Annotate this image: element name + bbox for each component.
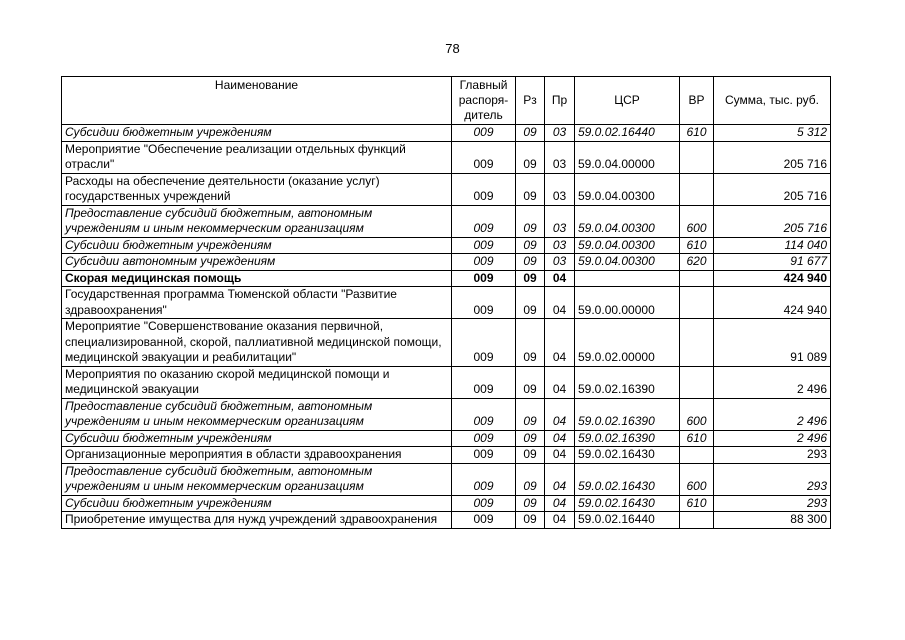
cell-pr: 03 <box>545 254 575 271</box>
cell-vr <box>680 319 714 367</box>
table-row <box>62 205 831 237</box>
cell-vr <box>680 287 714 319</box>
cell-vr <box>680 512 714 529</box>
cell-pr: 04 <box>545 512 575 529</box>
table-row <box>62 495 831 512</box>
header-manager: Главный распоря-дитель <box>452 77 516 125</box>
cell-vr <box>680 447 714 464</box>
table-row <box>62 141 831 173</box>
cell-sum: 5 312 <box>714 125 831 142</box>
cell-csr: 59.0.04.00300 <box>575 237 680 254</box>
cell-sum: 88 300 <box>714 512 831 529</box>
cell-name: Организационные мероприятия в области здравоохранения <box>62 447 452 464</box>
table-row <box>62 512 831 529</box>
cell-pr: 04 <box>545 447 575 464</box>
cell-rz: 09 <box>516 495 545 512</box>
cell-pr: 04 <box>545 463 575 495</box>
table-row <box>62 125 831 142</box>
cell-manager: 009 <box>452 141 516 173</box>
cell-pr: 04 <box>545 366 575 398</box>
cell-name: Мероприятия по оказанию скорой медицинской помощи и медицинской эвакуации <box>62 366 452 398</box>
cell-name: Государственная программа Тюменской области "Развитие здравоохранения" <box>62 287 452 319</box>
cell-rz: 09 <box>516 287 545 319</box>
cell-pr: 04 <box>545 398 575 430</box>
cell-pr: 03 <box>545 237 575 254</box>
cell-vr: 610 <box>680 237 714 254</box>
cell-vr: 600 <box>680 463 714 495</box>
cell-csr: 59.0.04.00300 <box>575 254 680 271</box>
cell-name: Субсидии бюджетным учреждениям <box>62 125 452 142</box>
cell-sum: 114 040 <box>714 237 831 254</box>
header-sum: Сумма, тыс. руб. <box>714 77 831 125</box>
cell-name: Предоставление субсидий бюджетным, автономным учреждениям и иным некоммерческим организациям <box>62 398 452 430</box>
cell-csr: 59.0.02.16390 <box>575 398 680 430</box>
table-row <box>62 173 831 205</box>
header-vr: ВР <box>680 77 714 125</box>
cell-rz: 09 <box>516 141 545 173</box>
cell-rz: 09 <box>516 447 545 464</box>
cell-csr: 59.0.00.00000 <box>575 287 680 319</box>
cell-rz: 09 <box>516 463 545 495</box>
table-row <box>62 366 831 398</box>
cell-csr: 59.0.02.16390 <box>575 366 680 398</box>
cell-csr: 59.0.02.00000 <box>575 319 680 367</box>
cell-name: Предоставление субсидий бюджетным, автономным учреждениям и иным некоммерческим организациям <box>62 205 452 237</box>
cell-pr: 03 <box>545 141 575 173</box>
table-body <box>62 125 831 529</box>
cell-rz: 09 <box>516 398 545 430</box>
cell-csr: 59.0.02.16430 <box>575 463 680 495</box>
cell-sum: 205 716 <box>714 173 831 205</box>
cell-vr: 610 <box>680 125 714 142</box>
cell-vr: 610 <box>680 430 714 447</box>
cell-sum: 91 089 <box>714 319 831 367</box>
header-pr: Пр <box>545 77 575 125</box>
cell-sum: 293 <box>714 463 831 495</box>
cell-vr <box>680 366 714 398</box>
cell-manager: 009 <box>452 319 516 367</box>
cell-name: Расходы на обеспечение деятельности (оказание услуг) государственных учреждений <box>62 173 452 205</box>
cell-manager: 009 <box>452 366 516 398</box>
cell-sum: 205 716 <box>714 205 831 237</box>
cell-manager: 009 <box>452 398 516 430</box>
cell-name: Предоставление субсидий бюджетным, автономным учреждениям и иным некоммерческим организациям <box>62 463 452 495</box>
cell-sum: 91 677 <box>714 254 831 271</box>
cell-manager: 009 <box>452 287 516 319</box>
cell-manager: 009 <box>452 125 516 142</box>
cell-csr: 59.0.02.16440 <box>575 125 680 142</box>
cell-pr: 03 <box>545 173 575 205</box>
cell-name: Мероприятие "Обеспечение реализации отдельных функций отрасли" <box>62 141 452 173</box>
page-number: 78 <box>445 41 460 56</box>
cell-vr: 600 <box>680 398 714 430</box>
table-row <box>62 287 831 319</box>
cell-pr: 03 <box>545 125 575 142</box>
cell-manager: 009 <box>452 447 516 464</box>
cell-pr: 03 <box>545 205 575 237</box>
cell-vr: 620 <box>680 254 714 271</box>
cell-csr: 59.0.04.00300 <box>575 173 680 205</box>
cell-vr: 600 <box>680 205 714 237</box>
cell-manager: 009 <box>452 512 516 529</box>
cell-manager: 009 <box>452 430 516 447</box>
table-row <box>62 463 831 495</box>
cell-pr: 04 <box>545 495 575 512</box>
table-row <box>62 319 831 367</box>
cell-sum: 293 <box>714 495 831 512</box>
table-row <box>62 254 831 271</box>
cell-sum: 2 496 <box>714 430 831 447</box>
cell-pr: 04 <box>545 287 575 319</box>
table-header-row <box>62 77 831 125</box>
cell-manager: 009 <box>452 237 516 254</box>
cell-name: Субсидии автономным учреждениям <box>62 254 452 271</box>
cell-rz: 09 <box>516 319 545 367</box>
cell-csr: 59.0.02.16390 <box>575 430 680 447</box>
cell-csr: 59.0.04.00300 <box>575 205 680 237</box>
cell-sum: 205 716 <box>714 141 831 173</box>
cell-name: Субсидии бюджетным учреждениям <box>62 495 452 512</box>
cell-sum: 2 496 <box>714 398 831 430</box>
cell-name: Приобретение имущества для нужд учреждений здравоохранения <box>62 512 452 529</box>
table-row <box>62 270 831 287</box>
cell-manager: 009 <box>452 463 516 495</box>
cell-manager: 009 <box>452 270 516 287</box>
table-row <box>62 430 831 447</box>
cell-rz: 09 <box>516 125 545 142</box>
cell-manager: 009 <box>452 254 516 271</box>
header-name: Наименование <box>62 77 452 125</box>
cell-sum: 424 940 <box>714 270 831 287</box>
cell-name: Субсидии бюджетным учреждениям <box>62 237 452 254</box>
cell-pr: 04 <box>545 319 575 367</box>
cell-pr: 04 <box>545 270 575 287</box>
table-row <box>62 398 831 430</box>
cell-rz: 09 <box>516 254 545 271</box>
table-row <box>62 447 831 464</box>
cell-rz: 09 <box>516 237 545 254</box>
cell-vr <box>680 270 714 287</box>
budget-table <box>61 76 831 529</box>
cell-csr: 59.0.02.16440 <box>575 512 680 529</box>
cell-pr: 04 <box>545 430 575 447</box>
cell-rz: 09 <box>516 512 545 529</box>
cell-sum: 424 940 <box>714 287 831 319</box>
cell-manager: 009 <box>452 495 516 512</box>
cell-sum: 2 496 <box>714 366 831 398</box>
table-row <box>62 237 831 254</box>
cell-name: Субсидии бюджетным учреждениям <box>62 430 452 447</box>
cell-csr: 59.0.04.00000 <box>575 141 680 173</box>
cell-manager: 009 <box>452 173 516 205</box>
cell-rz: 09 <box>516 430 545 447</box>
header-csr: ЦСР <box>575 77 680 125</box>
cell-rz: 09 <box>516 205 545 237</box>
cell-rz: 09 <box>516 173 545 205</box>
cell-csr: 59.0.02.16430 <box>575 495 680 512</box>
cell-rz: 09 <box>516 366 545 398</box>
header-rz: Рз <box>516 77 545 125</box>
cell-name: Мероприятие "Совершенствование оказания первичной, специализированной, скорой, паллиативной медицинской помощи, медицинской эвакуации и реабилитации" <box>62 319 452 367</box>
cell-name: Скорая медицинская помощь <box>62 270 452 287</box>
cell-csr: 59.0.02.16430 <box>575 447 680 464</box>
cell-sum: 293 <box>714 447 831 464</box>
cell-vr: 610 <box>680 495 714 512</box>
cell-csr <box>575 270 680 287</box>
cell-manager: 009 <box>452 205 516 237</box>
cell-rz: 09 <box>516 270 545 287</box>
cell-vr <box>680 173 714 205</box>
cell-vr <box>680 141 714 173</box>
